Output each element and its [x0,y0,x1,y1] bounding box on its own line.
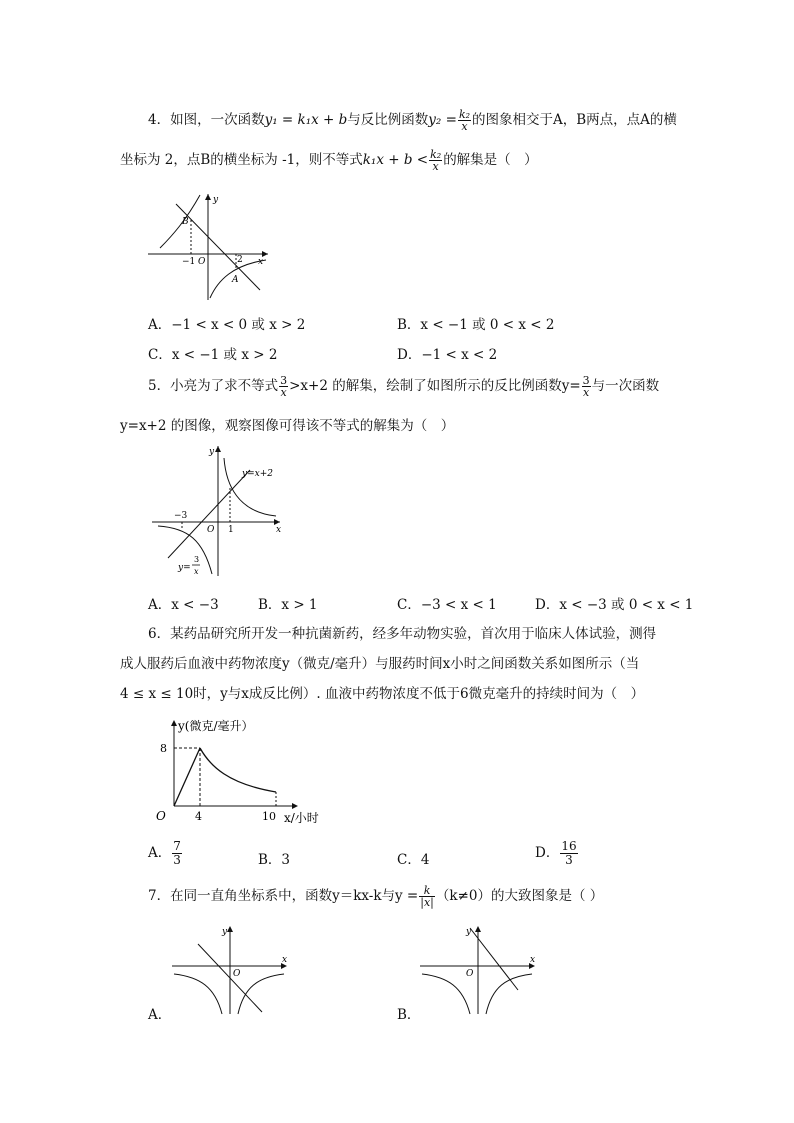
hyperbola-right [486,974,532,1014]
line [470,928,518,990]
q7-fraction [419,885,435,908]
origin-label: O [466,969,474,979]
frac-num: 7 [173,839,181,853]
q6-option-b[interactable]: B．3 [258,852,291,868]
y-arrow-icon [227,926,233,932]
q4-y2: y₂ = [428,112,457,128]
q4-option-a[interactable]: A．−1 < x < 0 或 x > 2 [148,317,306,333]
origin-label: O [207,525,215,535]
q5-text: 与一次函数 [591,378,660,394]
tick-minus-1: −1 [182,257,196,267]
y-axis-label: y [466,927,472,937]
q5-frac-num: 3 [582,374,590,387]
q4-text: 与反比例函数 [347,112,429,128]
line-label: y=x+2 [242,469,273,479]
hyperbola-label: y= [178,563,191,573]
q6-a-fraction [172,840,182,867]
rising-segment [174,748,200,806]
tick-2: 2 [237,255,243,265]
inverse-segment [200,748,276,792]
hyperbola-left [174,974,222,1014]
hyperbola-label-den: x [194,567,199,576]
x-axis-label: x [530,955,536,965]
q7-option-b[interactable]: B． [397,1007,421,1023]
q6-line3: 4 ≤ x ≤ 10时，y与x成反比例）. 血液中药物浓度不低于6微克毫升的持续时间为（ ） [120,686,645,702]
x-arrow-icon [292,803,298,809]
x-axis-label: x/小时 [284,811,319,825]
y-arrow-icon [215,446,221,452]
q7-line [148,884,603,908]
q5-frac-num: 3 [280,374,288,387]
origin-label: O [198,257,206,267]
origin-label: O [233,969,241,979]
q4-text: 4．如图，一次函数 [148,112,265,128]
q4-fraction-2 [429,149,442,172]
q4-frac-den: x [461,120,468,133]
q4-text: 坐标为 2，点B的横坐标为 -1，则不等式 [120,152,363,168]
y-arrow-icon [475,926,481,932]
y-axis-label: y(微克/毫升） [178,719,254,733]
q7-text: （k≠0）的大致图象是（ ） [435,888,604,904]
q4-option-d[interactable]: D．−1 < x < 2 [397,347,498,363]
q4-option-c[interactable]: C．x < −1 或 x > 2 [148,347,278,363]
q6-option-d[interactable] [535,840,579,867]
x-axis-label: x [276,525,282,535]
q4-frac-num: k₂ [430,148,442,161]
q5-fraction-2 [582,375,591,398]
hyperbola-left [422,974,470,1014]
frac-den: 3 [565,853,573,867]
tick-minus-3: −3 [174,511,188,521]
q4-graph [148,190,273,305]
y-axis-label: y [222,927,228,937]
q4-frac-den: x [432,160,439,173]
q4-text: 的解集是（ ） [443,152,538,168]
frac-num: k [419,885,435,897]
x-axis-label: x [282,955,288,965]
tick-4: 4 [195,810,202,823]
q5-line2: y=x+2 的图像，观察图像可得该不等式的解集为（ ） [120,418,455,434]
tick-8: 8 [160,742,167,755]
frac-den: 3 [173,853,181,867]
y-axis-label: y [213,195,219,205]
q5-frac-den: x [583,386,590,399]
q6-graph [148,712,348,832]
q4-line1 [148,108,677,132]
tick-1: 1 [228,525,234,535]
point-a-label: A [232,275,239,285]
q5-option-b[interactable]: B．x > 1 [258,597,318,613]
q5-text: 5．小亮为了求不等式 [148,378,279,394]
tick-10: 10 [262,810,276,823]
q4-option-b[interactable]: B．x < −1 或 0 < x < 2 [397,317,555,333]
q5-option-a[interactable]: A．x < −3 [148,597,219,613]
origin-label: O [156,809,166,823]
frac-den: |x| [420,896,434,909]
q4-y1: y₁ = k₁x + b [264,112,348,128]
y-arrow-icon [205,194,211,200]
q5-option-d[interactable]: D．x < −3 或 0 < x < 1 [535,597,694,613]
q7-text: 7．在同一直角坐标系中，函数y＝kx-k与y = [148,888,419,904]
q5-option-c[interactable]: C．−3 < x < 1 [397,597,497,613]
y-arrow-icon [171,720,177,726]
option-label: D． [535,845,560,861]
hyperbola-branch-left [160,195,200,248]
point-b-label: B [182,217,189,227]
option-label: A． [148,845,172,861]
q6-line2: 成人服药后血液中药物浓度y（微克/毫升）与服药时间x小时之间函数关系如图所示（当 [120,656,640,672]
q4-frac-num: k₂ [458,108,471,121]
q6-option-a[interactable] [148,840,183,867]
q6-line1: 6．某药品研究所开发一种抗菌新药，经多年动物实验，首次用于临床人体试验，测得 [148,626,657,642]
hyperbola-first-quadrant [224,458,276,516]
q5-fraction-1 [279,375,288,398]
q5-line1 [148,374,659,398]
q5-frac-den: x [280,386,287,399]
q4-text: 的图象相交于A，B两点，点A的横 [472,112,677,128]
q6-option-c[interactable]: C．4 [397,852,430,868]
frac-num: 16 [561,839,577,853]
q7-graph-b[interactable] [418,922,548,1017]
q4-fraction [458,109,471,132]
q5-graph [148,440,288,580]
q4-ineq: k₁x + b < [362,152,429,168]
q7-option-a[interactable]: A． [148,1007,172,1023]
y-axis-label: y [209,447,215,457]
q4-line2 [120,148,538,172]
q5-text: >x+2 的解集，绘制了如图所示的反比例函数y= [289,378,581,394]
x-axis-label: x [258,257,264,267]
hyperbola-label-num: 3 [194,555,200,564]
q7-graph-a[interactable] [170,922,300,1017]
q6-d-fraction [560,840,577,867]
